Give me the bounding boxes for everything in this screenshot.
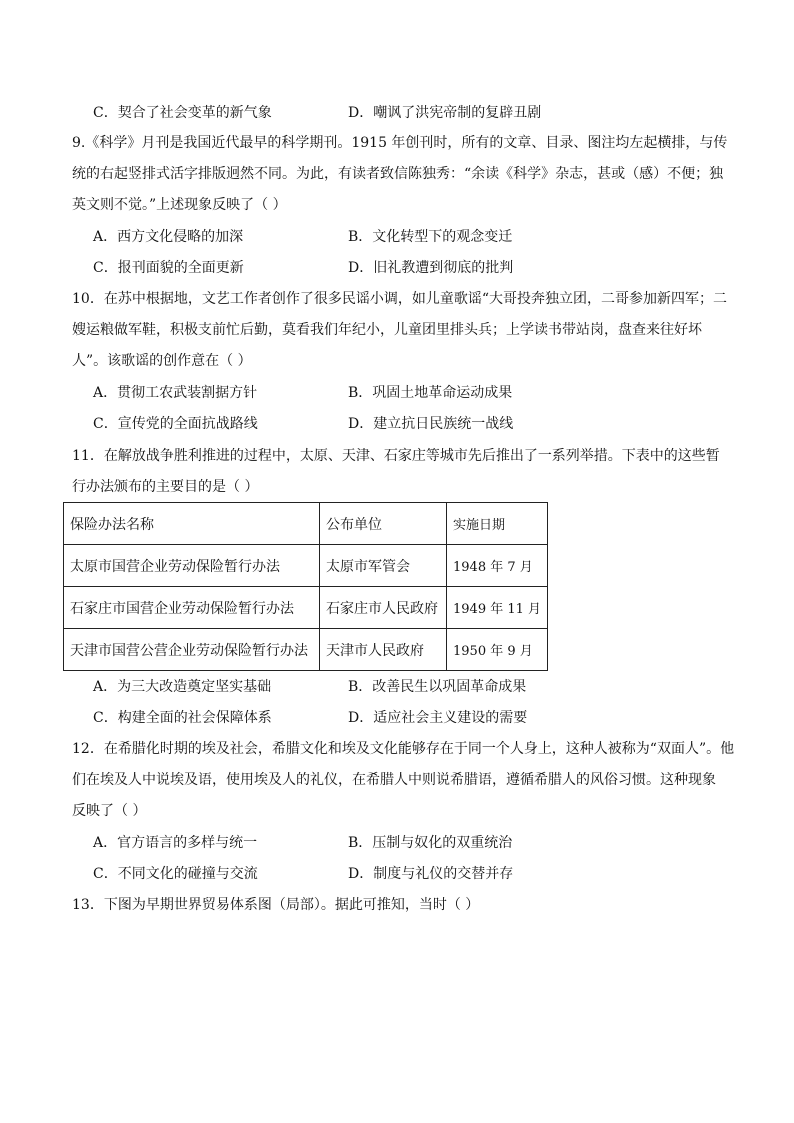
table-header-row bbox=[64, 503, 548, 545]
q9-option-c: C．报刊面貌的全面更新 bbox=[93, 260, 244, 276]
q9-stem-line: 英文则不觉。”上述现象反映了（ ） bbox=[72, 197, 287, 213]
table-cell: 1950 年 9 月 bbox=[447, 629, 548, 671]
q8-option-c: C．契合了社会变革的新气象 bbox=[93, 105, 272, 121]
q12-option-d: D．制度与礼仪的交替并存 bbox=[348, 866, 514, 882]
q12-stem-line: 反映了（ ） bbox=[72, 803, 147, 819]
insurance-table bbox=[63, 502, 548, 671]
q13-stem: 13．下图为早期世界贸易体系图（局部）。据此可推知，当时（ ） bbox=[72, 897, 480, 913]
q11-option-d: D．适应社会主义建设的需要 bbox=[348, 710, 528, 726]
q10-stem bbox=[72, 284, 727, 377]
table-cell: 天津市人民政府 bbox=[320, 629, 447, 671]
q11-stem-line: 行办法颁布的主要目的是（ ） bbox=[72, 479, 259, 495]
table-cell: 太原市军管会 bbox=[320, 545, 447, 587]
q10-stem-line: 10．在苏中根据地，文艺工作者创作了很多民谣小调，如儿童歌谣“大哥投奔独立团，二哥参加新四军；二 bbox=[72, 291, 727, 307]
table-row bbox=[64, 587, 548, 629]
q11-stem bbox=[72, 441, 727, 503]
q11-option-a: A．为三大改造奠定坚实基础 bbox=[93, 679, 272, 695]
q12-option-c: C．不同文化的碰撞与交流 bbox=[93, 866, 258, 882]
q12-option-a: A．官方语言的多样与统一 bbox=[93, 835, 258, 851]
q9-option-d: D．旧礼教遭到彻底的批判 bbox=[348, 260, 514, 276]
q9-option-b: B．文化转型下的观念变迁 bbox=[348, 229, 513, 245]
table-cell: 太原市国营企业劳动保险暂行办法 bbox=[64, 545, 320, 587]
q9-option-a: A．西方文化侵略的加深 bbox=[93, 229, 244, 245]
q10-option-d: D．建立抗日民族统一战线 bbox=[348, 416, 514, 432]
table-cell: 1948 年 7 月 bbox=[447, 545, 548, 587]
q12-stem bbox=[72, 734, 735, 827]
q12-stem-line: 12．在希腊化时期的埃及社会，希腊文化和埃及文化能够存在于同一个人身上，这种人被称为“双面人”。他 bbox=[72, 741, 735, 757]
q10-option-c: C．宣传党的全面抗战路线 bbox=[93, 416, 258, 432]
table-cell: 石家庄市国营企业劳动保险暂行办法 bbox=[64, 587, 320, 629]
q9-stem-line: 统的右起竖排式活字排版迥然不同。为此，有读者致信陈独秀：“余读《科学》杂志，甚或（感）不便；独 bbox=[72, 166, 724, 182]
q12-option-b: B．压制与奴化的双重统治 bbox=[348, 835, 513, 851]
table-row bbox=[64, 545, 548, 587]
q8-option-d: D．嘲讽了洪宪帝制的复辟丑剧 bbox=[348, 105, 542, 121]
table-header-cell: 实施日期 bbox=[447, 503, 548, 545]
q9-stem bbox=[72, 128, 727, 221]
q11-option-c: C．构建全面的社会保障体系 bbox=[93, 710, 272, 726]
q11-stem-line: 11．在解放战争胜利推进的过程中，太原、天津、石家庄等城市先后推出了一系列举措。下表中的这些暂 bbox=[72, 448, 720, 464]
table-header-cell: 公布单位 bbox=[320, 503, 447, 545]
q10-stem-line: 嫂运粮做军鞋，积极支前忙后勤，莫看我们年纪小，儿童团里排头兵；上学读书带站岗，盘查来往好坏 bbox=[72, 322, 702, 338]
q12-stem-line: 们在埃及人中说埃及语，使用埃及人的礼仪，在希腊人中则说希腊语，遵循希腊人的风俗习惯。这种现象 bbox=[72, 772, 716, 788]
table-cell: 石家庄市人民政府 bbox=[320, 587, 447, 629]
q9-stem-line: 9.《科学》月刊是我国近代最早的科学期刊。1915 年创刊时，所有的文章、目录、图注均左起横排，与传 bbox=[72, 135, 728, 151]
q10-stem-line: 人”。该歌谣的创作意在（ ） bbox=[72, 353, 252, 369]
table-cell: 1949 年 11 月 bbox=[447, 587, 548, 629]
table-row bbox=[64, 629, 548, 671]
q11-option-b: B．改善民生以巩固革命成果 bbox=[348, 679, 527, 695]
table-cell: 天津市国营公营企业劳动保险暂行办法 bbox=[64, 629, 320, 671]
q10-option-a: A．贯彻工农武装割据方针 bbox=[93, 385, 258, 401]
q10-option-b: B．巩固土地革命运动成果 bbox=[348, 385, 513, 401]
table-header-cell: 保险办法名称 bbox=[64, 503, 320, 545]
